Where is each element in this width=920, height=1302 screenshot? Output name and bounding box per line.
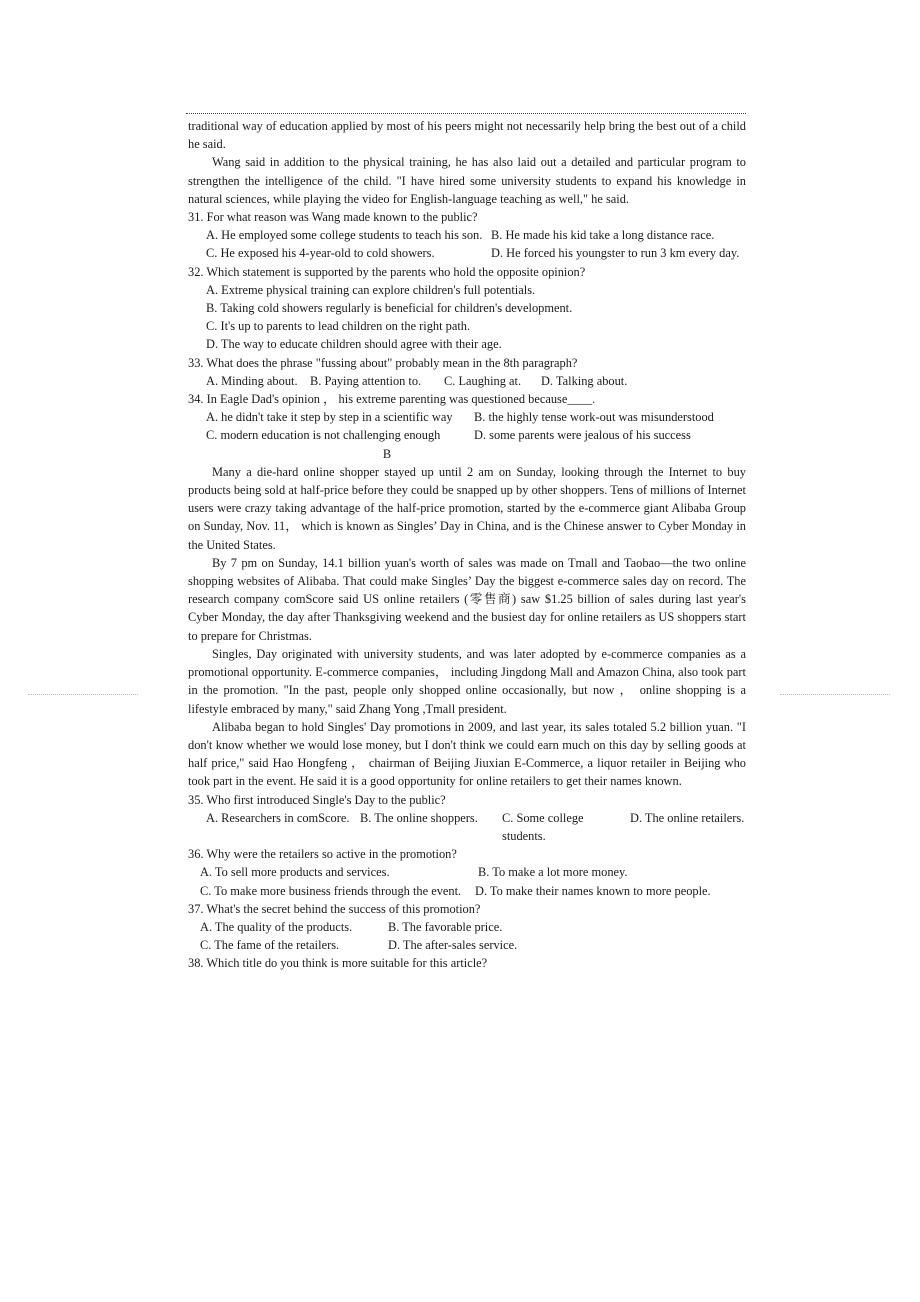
- question-34-options-row-1: [188, 408, 746, 426]
- question-32-option-c: C. It's up to parents to lead children on the right path.: [206, 319, 471, 334]
- question-32-stem: 32. Which statement is supported by the parents who hold the opposite opinion?: [188, 264, 586, 279]
- question-35-options: [188, 809, 746, 845]
- question-37-options-row-2: [188, 936, 746, 954]
- question-33-option-a: A. Minding about.: [206, 373, 298, 388]
- question-32-option-b: B. Taking cold showers regularly is beneficial for children's development.: [206, 301, 573, 316]
- question-36-option-b: B. To make a lot more money.: [478, 865, 628, 880]
- question-37-option-d: D. The after-sales service.: [388, 938, 518, 953]
- paragraph-continued: traditional way of education applied by most of his peers might not necessarily help bring the best out of a child he said.: [188, 119, 746, 152]
- question-36-option-d: D. To make their names known to more people.: [475, 883, 711, 898]
- question-34-option-d: D. some parents were jealous of his success: [474, 428, 691, 443]
- question-35-option-c: C. Some college students.: [502, 810, 584, 843]
- question-36-option-a: A. To sell more products and services.: [200, 865, 390, 880]
- question-34-option-b: B. the highly tense work-out was misunderstood: [474, 410, 714, 425]
- question-37-option-c: C. The fame of the retailers.: [200, 938, 340, 953]
- paragraph-wang-program: Wang said in addition to the physical training, he has also laid out a detailed and particular program to strengthen the intelligence of the child. "I have hired some university students to expand his knowledge in natural sciences, while playing the video for English-language teaching as well," he said.: [188, 155, 746, 206]
- left-margin-dots: [28, 694, 138, 695]
- question-31-option-d: D. He forced his youngster to run 3 km every day.: [491, 246, 740, 261]
- document-page: [188, 117, 746, 973]
- passage-b-paragraph-3: Singles, Day originated with university students, and was later adopted by e-commerce companies as a promotional opportunity. E-commerce companies， including Jingdong Mall and Amazon China, also took part in the promotion. "In the past, people only shopped online occasionally, but now ， online shopping is a lifestyle embraced by many," said Zhang Yong ,Tmall president.: [188, 646, 746, 716]
- question-34-option-a: A. he didn't take it step by step in a scientific way: [206, 410, 453, 425]
- question-32-option-d: D. The way to educate children should agree with their age.: [206, 337, 502, 352]
- section-b-heading: B: [382, 446, 392, 461]
- question-31-stem: 31. For what reason was Wang made known to the public?: [188, 210, 478, 225]
- question-35-stem: 35. Who first introduced Single's Day to the public?: [188, 792, 446, 807]
- question-31-options-row-1: [188, 226, 746, 244]
- passage-b-paragraph-2: By 7 pm on Sunday, 14.1 billion yuan's worth of sales was made on Tmall and Taobao—the two online shopping websites of Alibaba. That could make Singles’ Day the biggest e-commerce sales day on record. The research company comScore said US online retailers (零售商) saw $1.25 billion of sales during last year's Cyber Monday, the day after Thanksgiving weekend and the busiest day for online retailers as US shoppers start to prepare for Christmas.: [188, 555, 746, 643]
- question-37-options-row-1: [188, 918, 746, 936]
- question-37-option-a: A. The quality of the products.: [200, 919, 353, 934]
- question-35-option-d: D. The online retailers.: [630, 810, 745, 825]
- question-33-option-c: C. Laughing at.: [444, 373, 522, 388]
- question-31-options-row-2: [188, 244, 746, 262]
- question-31-option-b: B. He made his kid take a long distance race.: [491, 228, 715, 243]
- question-36-options-row-2: [188, 882, 746, 900]
- question-32-option-a: A. Extreme physical training can explore children's full potentials.: [206, 282, 536, 297]
- question-33-options: [188, 372, 746, 390]
- question-34-options-row-2: [188, 426, 746, 444]
- question-38-stem: 38. Which title do you think is more suitable for this article?: [188, 956, 488, 971]
- question-35-option-a: A. Researchers in comScore.: [206, 810, 350, 825]
- question-36-options-row-1: [188, 863, 746, 881]
- question-36-option-c: C. To make more business friends through the event.: [200, 883, 462, 898]
- question-33-option-d: D. Talking about.: [541, 373, 628, 388]
- question-36-stem: 36. Why were the retailers so active in the promotion?: [188, 847, 457, 862]
- passage-b-paragraph-4: Alibaba began to hold Singles' Day promotions in 2009, and last year, its sales totaled 5.2 billion yuan. "I don't know whether we would lose money, but I don't think we could earn much on this day by selling goods at half price," said Hao Hongfeng ， chairman of Beijing Jiuxian E-Commerce, a liquor retailer in Beijing who took part in the event. He said it is a good opportunity for online retailers to get their names known.: [188, 719, 746, 789]
- question-37-option-b: B. The favorable price.: [388, 919, 503, 934]
- question-31-option-a: A. He employed some college students to teach his son.: [206, 228, 483, 243]
- question-34-stem: 34. In Eagle Dad's opinion ， his extreme parenting was questioned because____.: [188, 392, 596, 407]
- question-35-option-b: B. The online shoppers.: [360, 810, 478, 825]
- question-37-stem: 37. What's the secret behind the success of this promotion?: [188, 901, 481, 916]
- question-33-option-b: B. Paying attention to.: [310, 373, 422, 388]
- right-margin-dots: [780, 694, 890, 695]
- passage-b-paragraph-1: Many a die-hard online shopper stayed up until 2 am on Sunday, looking through the Internet to buy products being sold at half-price before they could be snapped up by other shoppers. Tens of millions of Internet users were crazy taking advantage of the half-price promotion, started by the e-commerce giant Alibaba Group on Sunday, Nov. 11， which is known as Singles’ Day in China, and is the Chinese answer to Cyber Monday in the United States.: [188, 464, 746, 552]
- top-divider: [186, 113, 746, 114]
- question-34-option-c: C. modern education is not challenging enough: [206, 428, 441, 443]
- question-31-option-c: C. He exposed his 4-year-old to cold showers.: [206, 246, 435, 261]
- question-33-stem: 33. What does the phrase "fussing about" probably mean in the 8th paragraph?: [188, 355, 578, 370]
